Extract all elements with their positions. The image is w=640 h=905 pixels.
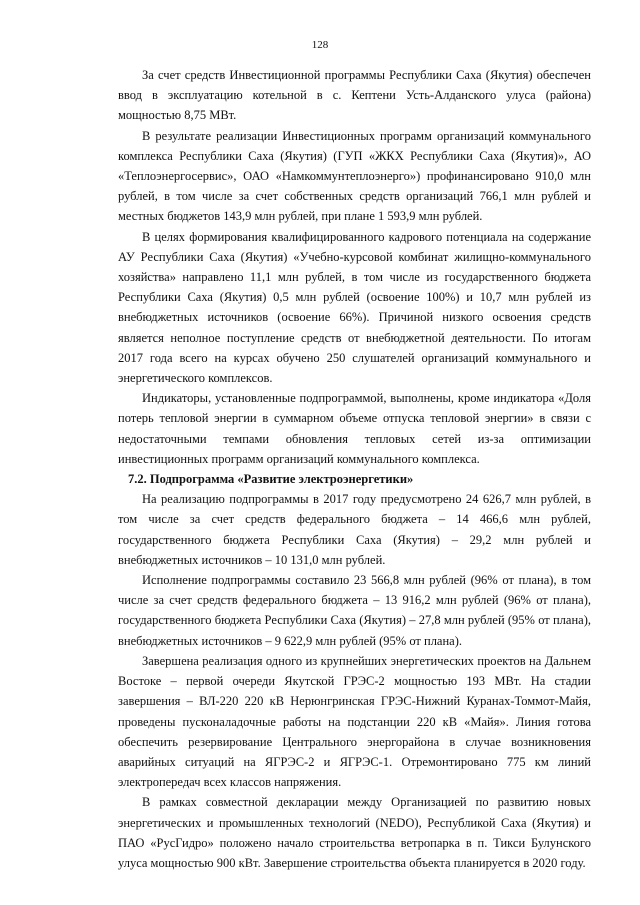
section-heading: 7.2. Подпрограмма «Развитие электроэнергетики»	[128, 472, 414, 487]
paragraph: В целях формирования квалифицированного кадрового потенциала на содержание АУ Республики Саха (Якутия) «Учебно-курсовой комбинат жилищно-коммунального хозяйства» направлено 11,1 млн рублей, в том числе из государственного бюджета Республики Саха (Якутия) 0,5 млн рублей (освоение 100%) и 10,7 млн рублей из внебюджетных источников (освоение 66%). Причиной низкого освоения средств является неполное поступление средств от внебюджетной деятельности. По итогам 2017 года всего на курсах обучено 250 слушателей организаций коммунального и энергетического комплексов.	[118, 229, 591, 386]
paragraph: В рамках совместной декларации между Организацией по развитию новых энергетических и промышленных технологий (NEDO), Республикой Саха (Якутия) и ПАО «РусГидро» положено начало строительства ветропарка в п. Тикси Булунского улуса мощностью 900 кВт. Завершение строительства объекта планируется в 2020 году.	[118, 795, 591, 870]
paragraph: Исполнение подпрограммы составило 23 566,8 млн рублей (96% от плана), в том числе за счет средств федерального бюджета – 13 916,2 млн рублей (96% от плана), государственного бюджета Республики Саха (Якутия) – 27,8 млн рублей (95% от плана), внебюджетных источников – 9 622,9 млн рублей (95% от плана).	[118, 573, 591, 648]
paragraph: На реализацию подпрограммы в 2017 году предусмотрено 24 626,7 млн рублей, в том числе за счет средств федерального бюджета – 14 466,6 млн рублей, государственного бюджета Республики Саха (Якутия) – 29,2 млн рублей и внебюджетных источников – 10 131,0 млн рублей.	[118, 492, 591, 567]
document-body	[118, 65, 591, 873]
page-number: 128	[311, 39, 329, 51]
paragraph: За счет средств Инвестиционной программы Республики Саха (Якутия) обеспечен ввод в эксплуатацию котельной в с. Кептени Усть-Алданского улуса (района) мощностью 8,75 МВт.	[118, 68, 591, 123]
paragraph: В результате реализации Инвестиционных программ организаций коммунального комплекса Республики Саха (Якутия) (ГУП «ЖКХ Республики Саха (Якутия)», АО «Теплоэнергосервис», ОАО «Намкоммунтеплоэнерго») профинансировано 910,0 млн рублей, в том числе за счет собственных средств организаций 766,1 млн рублей и местных бюджетов 143,9 млн рублей, при плане 1 593,9 млн рублей.	[118, 128, 591, 224]
paragraph: Индикаторы, установленные подпрограммой, выполнены, кроме индикатора «Доля потерь тепловой энергии в суммарном объеме отпуска тепловой энергии» в связи с недостаточными темпами обновления тепловых сетей из-за оптимизации инвестиционных программ организаций коммунального комплекса.	[118, 391, 591, 466]
paragraph: Завершена реализация одного из крупнейших энергетических проектов на Дальнем Востоке – первой очереди Якутской ГРЭС-2 мощностью 193 МВт. На стадии завершения – ВЛ-220 220 кВ Нерюнгринская ГРЭС-Нижний Куранах-Томмот-Майя, проведены пусконаладочные работы на подстанции 220 кВ «Майя». Линия готова обеспечить резервирование Центрального энергорайона в случае возникновения аварийных ситуаций на ЯГРЭС-2 и ЯГРЭС-1. Отремонтировано 775 км линий электропередач всех классов напряжения.	[118, 653, 591, 790]
